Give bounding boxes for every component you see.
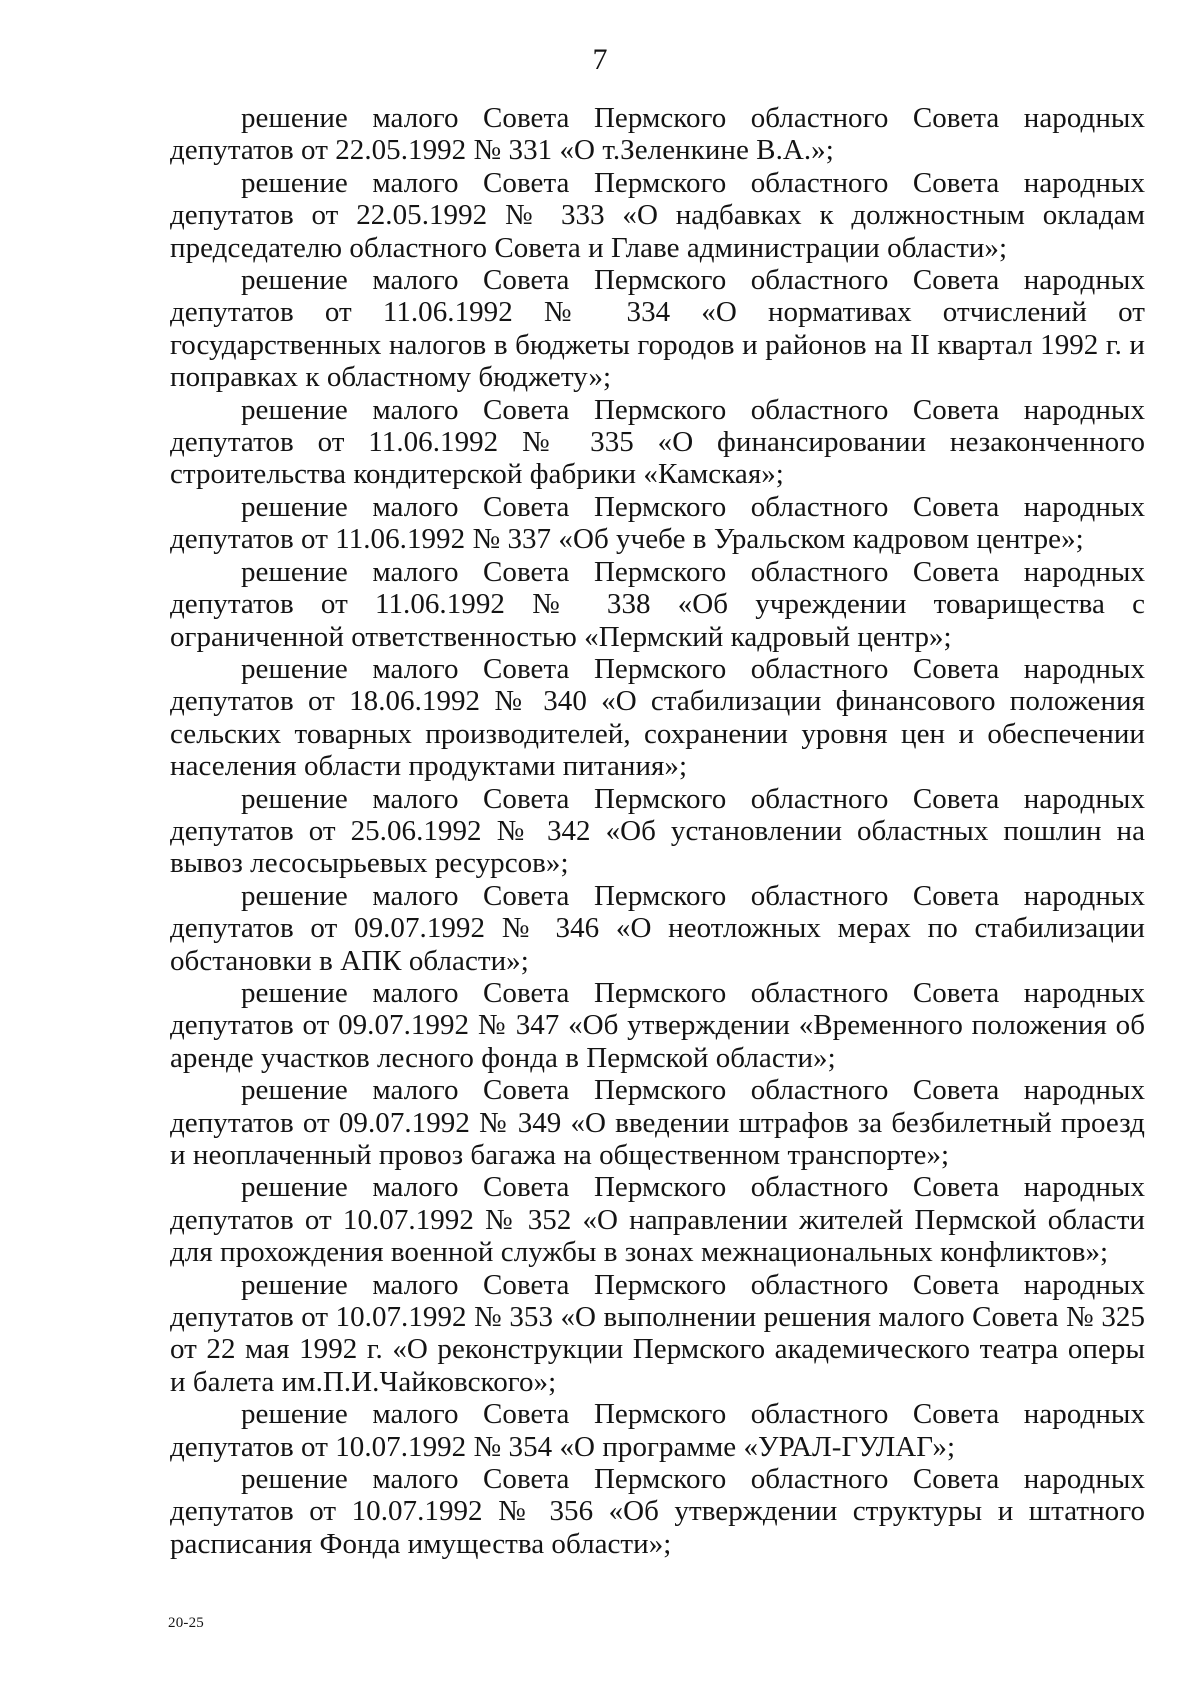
list-item: решение малого Совета Пермского областного Совета народных депутатов от 10.07.1992 № 353 «О выполнении решения малого Совета № 325 от 22 мая 1992 г. «О реконструкции Пермского академического театра оперы и балета им.П.И.Чайковского»; xyxy=(170,1268,1145,1398)
footer-code: 20-25 xyxy=(168,1615,204,1631)
list-item: решение малого Совета Пермского областного Совета народных депутатов от 09.07.1992 № 347 «Об утверждении «Временного положения об аренде участков лесного фонда в Пермской области»; xyxy=(170,976,1145,1074)
list-item: решение малого Совета Пермского областного Совета народных депутатов от 18.06.1992 № 340 «О стабилизации финансового положения сельских товарных производителей, сохранении уровня цен и обеспечении населения области продуктами питания»; xyxy=(170,652,1145,783)
list-item: решение малого Совета Пермского областного Совета народных депутатов от 09.07.1992 № 346 «О неотложных мерах по стабилизации обстановки в АПК области»; xyxy=(170,879,1145,977)
list-item: решение малого Совета Пермского областного Совета народных депутатов от 10.07.1992 № 354 «О программе «УРАЛ-ГУЛАГ»; xyxy=(170,1398,1145,1463)
list-item: решение малого Совета Пермского областного Совета народных депутатов от 22.05.1992 № 331 «О т.Зеленкине В.А.»; xyxy=(170,102,1145,167)
list-item: решение малого Совета Пермского областного Совета народных депутатов от 10.07.1992 № 356 «Об утверждении структуры и штатного расписания Фонда имущества области»; xyxy=(170,1463,1145,1560)
list-item: решение малого Совета Пермского областного Совета народных депутатов от 11.06.1992 № 334 «О нормативах отчислений от государственных налогов в бюджеты городов и районов на II квартал 1992 г. и поправках к областному бюджету»; xyxy=(170,264,1145,394)
decisions-list xyxy=(170,102,1145,1560)
list-item: решение малого Совета Пермского областного Совета народных депутатов от 11.06.1992 № 335 «О финансировании незаконченного строительства кондитерской фабрики «Камская»; xyxy=(170,393,1145,491)
list-item: решение малого Совета Пермского областного Совета народных депутатов от 11.06.1992 № 338 «Об учреждении товарищества с ограниченной ответственностью «Пермский кадровый центр»; xyxy=(170,555,1145,653)
list-item: решение малого Совета Пермского областного Совета народных депутатов от 22.05.1992 № 333 «О надбавках к должностным окладам председателю областного Совета и Главе администрации области»; xyxy=(170,166,1145,264)
list-item: решение малого Совета Пермского областного Совета народных депутатов от 10.07.1992 № 352 «О направлении жителей Пермской области для прохождения военной службы в зонах межнациональных конфликтов»; xyxy=(170,1171,1145,1269)
list-item: решение малого Совета Пермского областного Совета народных депутатов от 25.06.1992 № 342 «Об установлении областных пошлин на вывоз лесосырьевых ресурсов»; xyxy=(170,782,1145,880)
list-item: решение малого Совета Пермского областного Совета народных депутатов от 09.07.1992 № 349 «О введении штрафов за безбилетный проезд и неоплаченный провоз багажа на общественном транспорте»; xyxy=(170,1074,1145,1171)
list-item: решение малого Совета Пермского областного Совета народных депутатов от 11.06.1992 № 337 «Об учебе в Уральском кадровом центре»; xyxy=(170,490,1145,556)
page-number: 7 xyxy=(592,43,608,76)
